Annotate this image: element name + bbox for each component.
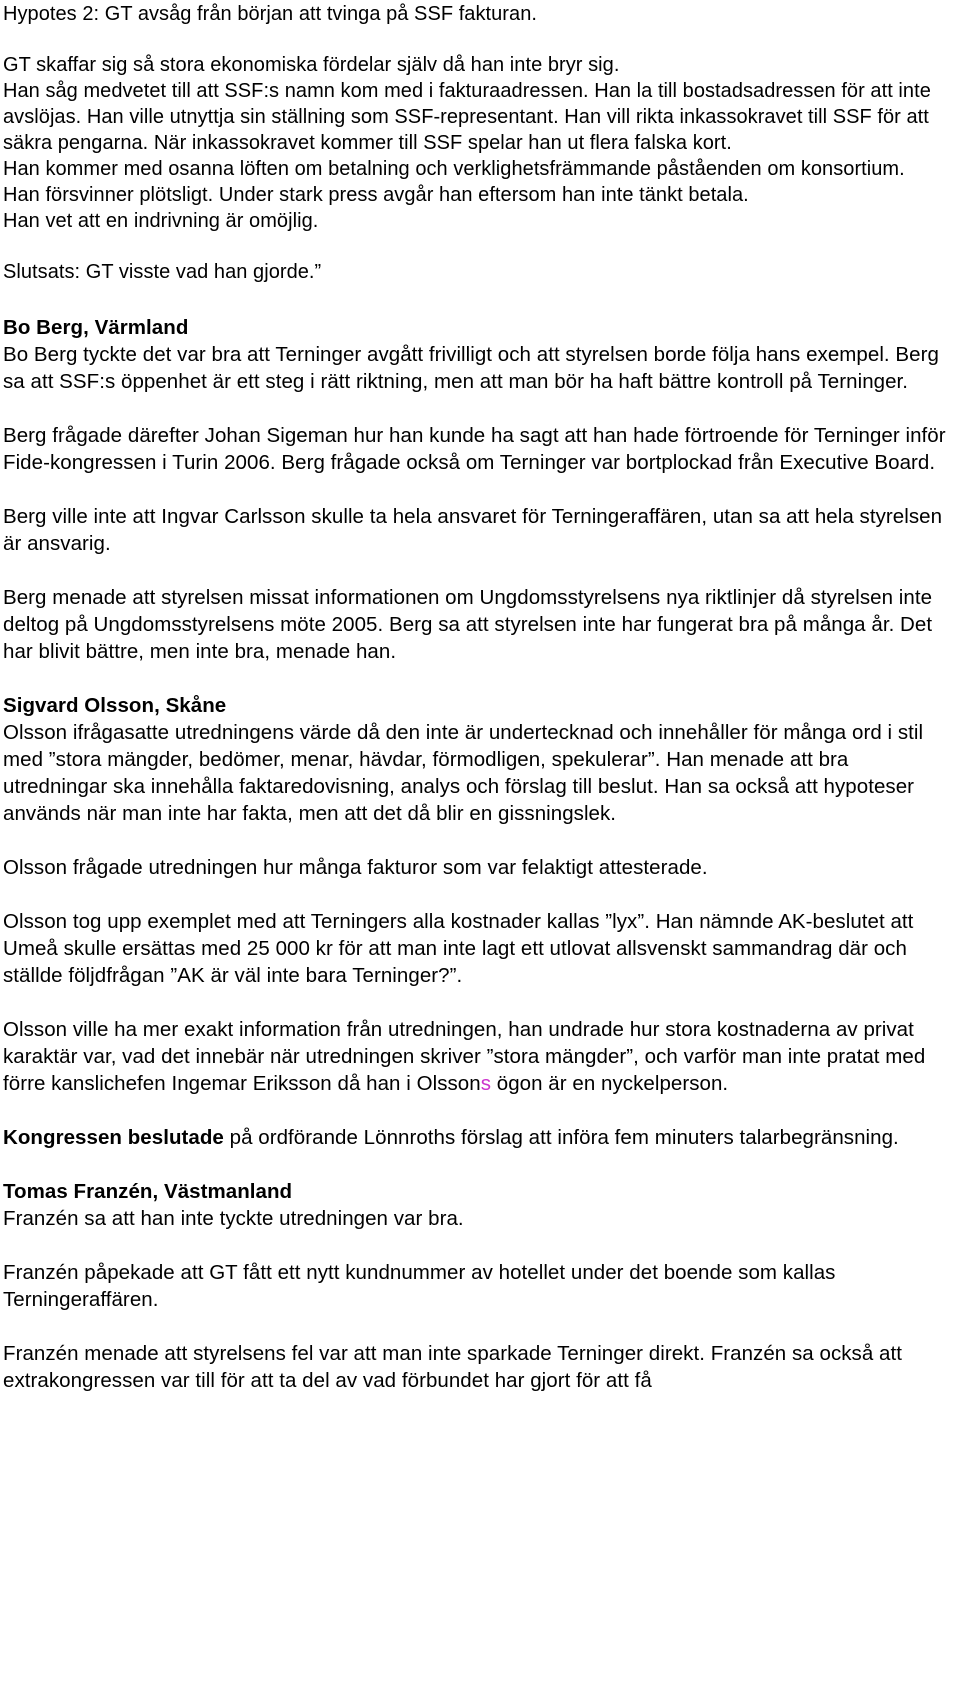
paragraph: Olsson ifrågasatte utredningens värde då den inte är undertecknad och innehåller för många ord i stil med ”stora mängder, bedömer, menar, hävdar, förmodligen, spekulerar”. Han menade att bra utredningar ska innehålla faktaredovisning, analys och förslag till beslut. Han sa också att hypoteser används när man inte har fakta, men att det då blir en gissningslek. — [3, 721, 924, 825]
decision-text: på ordförande Lönnroths förslag att införa fem minuters talarbegränsning. — [223, 1126, 899, 1149]
hypothesis-conclusion: Slutsats: GT visste vad han gjorde.” — [3, 261, 322, 283]
paragraph: Olsson tog upp exemplet med att Terningers alla kostnader kallas ”lyx”. Han nämnde AK-beslutet att Umeå skulle ersättas med 25 000 kr för att man inte lagt ett utlovat allsvenskt sammandrag där och ställde följdfrågan ”AK är väl inte bara Terninger?”. — [3, 910, 914, 987]
decision-paragraph — [3, 1124, 954, 1151]
speaker-heading-olsson: Sigvard Olsson, Skåne — [3, 694, 227, 717]
paragraph: Berg ville inte att Ingvar Carlsson skulle ta hela ansvaret för Terningeraffären, utan sa att hela styrelsen är ansvarig. — [3, 505, 943, 555]
speaker-heading-berg: Bo Berg, Värmland — [3, 316, 189, 339]
paragraph-text: ögon är en nyckelperson. — [491, 1072, 729, 1095]
hypothesis-line: Han såg medvetet till att SSF:s namn kom med i fakturaadressen. Han la till bostadsadressen för att inte avslöjas. Han ville utnyttja sin ställning som SSF-representant. Han vill rikta inkassokravet till SSF för att säkra pengarna. När inkassokravet kommer till SSF spelar han ut flera falska kort. — [3, 80, 931, 154]
paragraph: Franzén menade att styrelsens fel var att man inte sparkade Terninger direkt. Franzén sa också att extrakongressen var till för att ta del av vad förbundet har gjort för att få — [3, 1342, 902, 1392]
hypothesis-title: Hypotes 2: GT avsåg från början att tvinga på SSF fakturan. — [3, 3, 537, 25]
decision-label: Kongressen beslutade — [3, 1126, 224, 1149]
paragraph: Berg frågade därefter Johan Sigeman hur han kunde ha sagt att han hade förtroende för Terninger inför Fide-kongressen i Turin 2006. Berg frågade också om Terninger var bortplockad från Executive Board. — [3, 424, 946, 474]
speaker-heading-franzen: Tomas Franzén, Västmanland — [3, 1180, 293, 1203]
paragraph-text: Olsson ville ha mer exakt information från utredningen, han undrade hur stora kostnaderna av privat karaktär var, vad det innebär när utredningen skriver ”stora mängder”, och varför man inte pratat med förre kanslichefen Ingemar Eriksson då han i Olsson — [3, 1018, 926, 1095]
paragraph — [3, 1016, 954, 1097]
hypothesis-line: Han kommer med osanna löften om betalning och verklighetsfrämmande påståenden om konsortium. — [3, 158, 905, 180]
highlighted-letter: s — [480, 1072, 492, 1095]
hypothesis-line: Han vet att en indrivning är omöjlig. — [3, 210, 319, 232]
paragraph: Bo Berg tyckte det var bra att Terninger avgått frivilligt och att styrelsen borde följa hans exempel. Berg sa att SSF:s öppenhet är ett steg i rätt riktning, men att man bör ha haft bättre kontroll på Terninger. — [3, 343, 939, 393]
paragraph: Berg menade att styrelsen missat informationen om Ungdomsstyrelsens nya riktlinjer då styrelsen inte deltog på Ungdomsstyrelsens möte 2005. Berg sa att styrelsen inte har fungerat bra på många år. Det har blivit bättre, men inte bra, menade han. — [3, 586, 933, 663]
paragraph: Franzén sa att han inte tyckte utredningen var bra. — [3, 1207, 464, 1230]
paragraph: Olsson frågade utredningen hur många fakturor som var felaktigt attesterade. — [3, 856, 708, 879]
paragraph: Franzén påpekade att GT fått ett nytt kundnummer av hotellet under det boende som kallas Terningeraffären. — [3, 1261, 836, 1311]
hypothesis-line: Han försvinner plötsligt. Under stark press avgår han eftersom han inte tänkt betala. — [3, 184, 749, 206]
hypothesis-line: GT skaffar sig så stora ekonomiska fördelar själv då han inte bryr sig. — [3, 54, 620, 76]
